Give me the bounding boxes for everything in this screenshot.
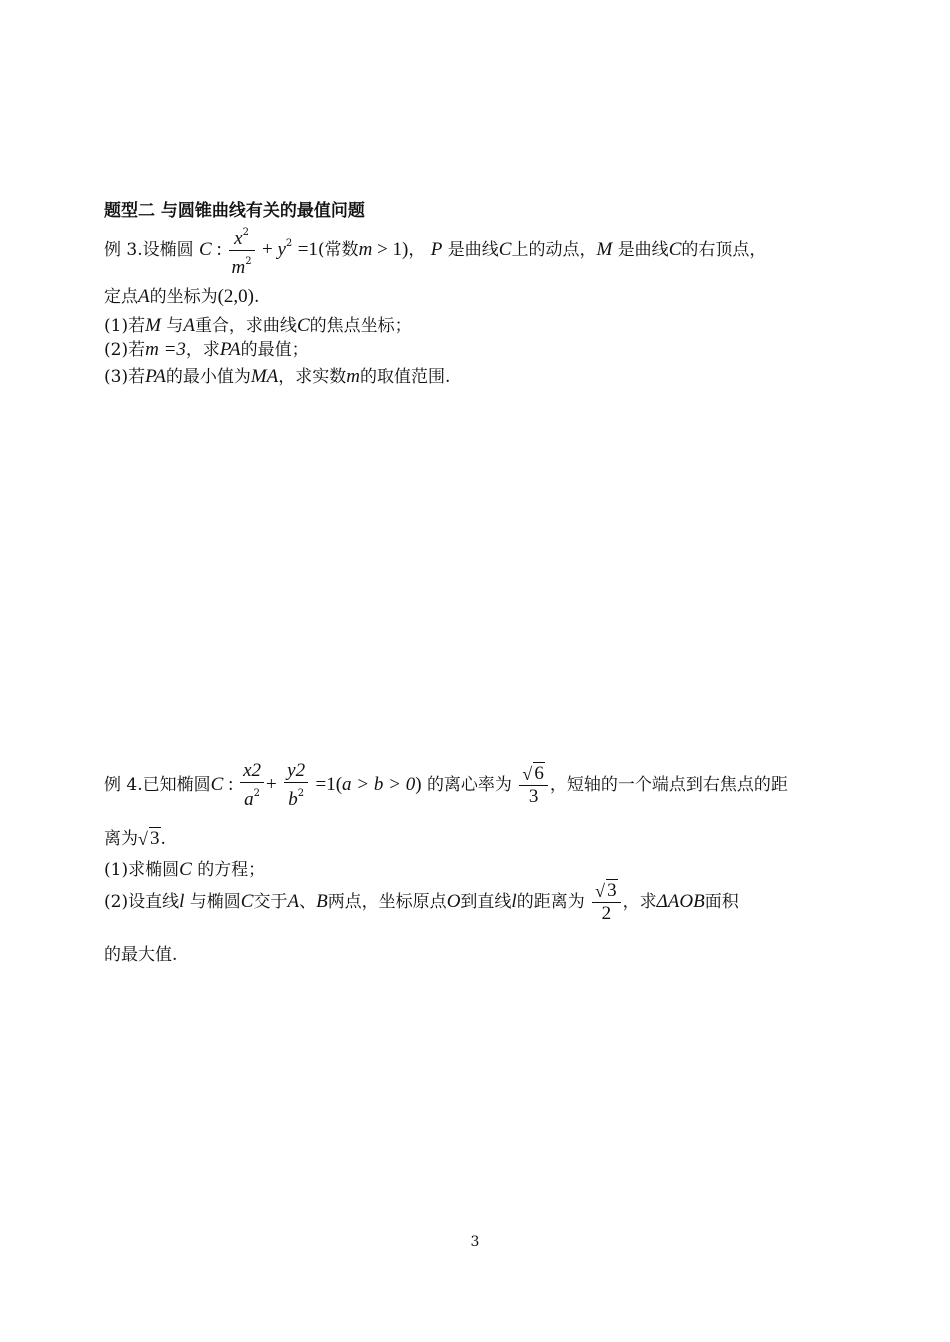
ellipse-fraction: $\frac{x^2}{m^2}$	[229, 222, 255, 279]
example-3-prefix: 例 3.设椭圆	[104, 240, 194, 260]
section-heading: 题型二 与圆锥曲线有关的最值问题	[104, 201, 365, 221]
example-3-question-3: (3)若PA的最小值为MA，求实数m的取值范围.	[104, 366, 451, 387]
eccentricity-fraction: √ 6 3	[519, 763, 548, 808]
example-3-question-2: (2)若m =3，求PA的最值；	[104, 339, 309, 360]
example-3-line-1: 例 3.设椭圆 C : $\frac{x^2}{m^2}$ + $y^2 =1$(常数m > 1)， P 是曲线C上的动点，M 是曲线C的右顶点，	[104, 222, 766, 279]
sqrt-3: √ 3	[138, 828, 160, 849]
equals-one: =1	[297, 239, 318, 260]
example-3-question-1: (1)若M 与A重合，求曲线C的焦点坐标；	[104, 315, 412, 336]
ellipse-fraction-x: $\frac{x2}{a^2}$	[240, 760, 264, 811]
example-4-question-2-end: 的最大值.	[104, 945, 178, 965]
example-4-question-1: (1)求椭圆C 的方程；	[104, 859, 266, 880]
ellipse-name: C	[199, 239, 212, 260]
distance-fraction: √ 3 2	[592, 880, 621, 925]
example-4-question-2: (2)设直线l 与椭圆C交于A、B两点，坐标原点O到直线l的距离为 √ 3 2 ，求ΔAOB面积	[104, 880, 739, 924]
example-4-line-1: 例 4.已知椭圆C : $\frac{x2}{a^2}$ + $\frac{y2}{b^2}$ =1(a > b > 0) 的离心率为 √ 6 3 ，短轴的一个端点到右焦点的距	[104, 760, 788, 810]
example-3-line-2: 定点A的坐标为(2,0).	[104, 286, 260, 307]
example-4-line-2: 离为 √ 3.	[104, 828, 166, 849]
point-coords: (2,0)	[217, 286, 255, 307]
ellipse-fraction-y: $\frac{y2}{b^2}$	[284, 760, 308, 811]
page-number: 3	[470, 1234, 480, 1250]
